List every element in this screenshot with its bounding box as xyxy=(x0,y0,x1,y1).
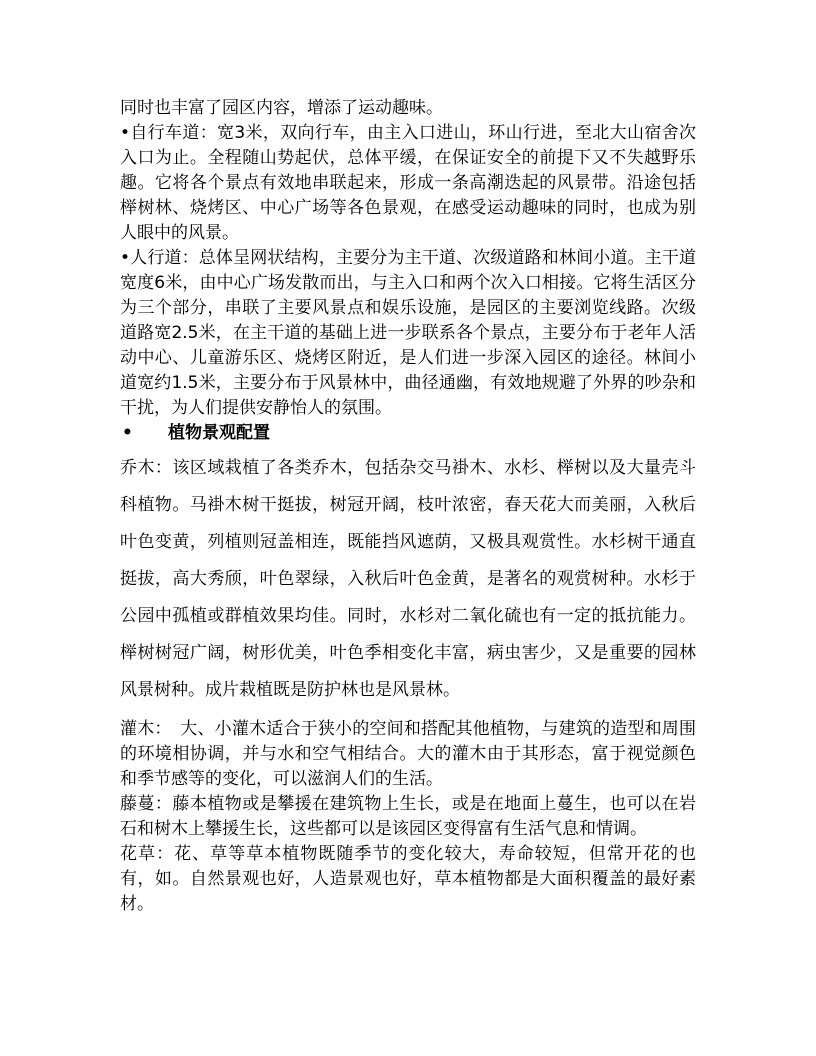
document-page xyxy=(120,96,696,917)
shrubs-paragraph: 灌木： 大、小灌木适合于狭小的空间和搭配其他植物，与建筑的造型和周围的环境相协调，并与水和空气相结合。大的灌木由于其形态，富于视觉颜色和季节感等的变化，可以滋润人们的生活。 xyxy=(120,719,696,789)
section-heading xyxy=(120,421,696,446)
vines-paragraph: 藤蔓：藤本植物或是攀援在建筑物上生长，或是在地面上蔓生，也可以在岩石和树木上攀援生长，这些都可以是该园区变得富有生活气息和情调。 xyxy=(120,794,696,839)
bike-path-paragraph: •自行车道：宽3米，双向行车，由主入口进山，环山行进，至北大山宿舍次入口为止。全程随山势起伏，总体平缓，在保证安全的前提下又不失越野乐趣。它将各个景点有效地串联起来，形成一条高潮迭起的风景带。沿途包括榉树林、烧烤区、中心广场等各色景观，在感受运动趣味的同时，也成为别人眼中的风景。 xyxy=(120,123,696,243)
section-heading-text: 植物景观配置 xyxy=(168,423,270,443)
bullet-icon: • xyxy=(122,423,133,443)
flowers-grass-paragraph: 花草：花、草等草本植物既随季节的变化较大，寿命较短，但常开花的也有，如。自然景观也好，人造景观也好，草本植物都是大面积覆盖的最好素材。 xyxy=(120,844,696,914)
footpath-paragraph: •人行道：总体呈网状结构，主要分为主干道、次级道路和林间小道。主干道宽度6米，由中心广场发散而出，与主入口和两个次入口相接。它将生活区分为三个部分，串联了主要风景点和娱乐设施，是园区的主要浏览线路。次级道路宽2.5米，在主干道的基础上进一步联系各个景点，主要分布于老年人活动中心、儿童游乐区、烧烤区附近，是人们进一步深入园区的途径。林间小道宽约1.5米，主要分布于风景林中，曲径通幽，有效地规避了外界的吵杂和干扰，为人们提供安静怡人的氛围。 xyxy=(120,248,696,418)
trees-paragraph: 乔木：该区域栽植了各类乔木，包括杂交马褂木、水杉、榉树以及大量壳斗科植物。马褂木树干挺拔，树冠开阔，枝叶浓密，春天花大而美丽，入秋后叶色变黄，列植则冠盖相连，既能挡风遮荫，又极具观赏性。水杉树干通直挺拔，高大秀颀，叶色翠绿，入秋后叶色金黄，是著名的观赏树种。水杉于公园中孤植或群植效果均佳。同时，水杉对二氧化硫也有一定的抵抗能力。榉树树冠广阔，树形优美，叶色季相变化丰富，病虫害少，又是重要的园林风景树种。成片栽植既是防护林也是风景林。 xyxy=(120,458,696,700)
intro-paragraph: 同时也丰富了园区内容，增添了运动趣味。 xyxy=(120,98,443,118)
